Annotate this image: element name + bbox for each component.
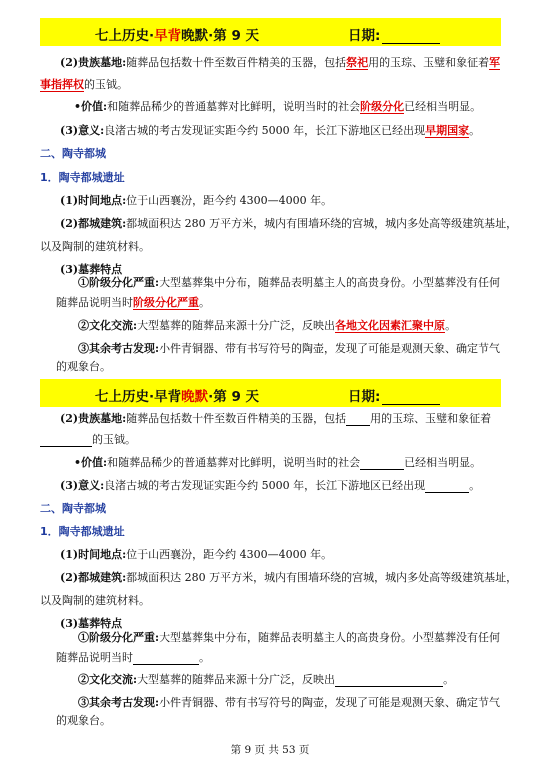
text: 。 [199, 651, 210, 664]
bottom-line-6 [60, 571, 517, 585]
bottom-line-12 [78, 696, 500, 710]
text: 随葬品说明当时 [56, 296, 133, 309]
answer-key: 早期国家 [425, 124, 470, 137]
text: 随葬品包括数十件至数百件精美的玉器，包括 [126, 56, 347, 69]
top-line-1 [60, 56, 500, 70]
text: 。 [199, 296, 210, 309]
text: 大型墓葬集中分布，随葬品表明墓主人的高贵身份。小型墓葬没有任何 [159, 631, 501, 644]
label: ①阶级分化严重: [78, 631, 160, 644]
bottom-line-9 [78, 631, 500, 645]
bottom-line-13: 的观象台。 [56, 714, 111, 727]
page-number-footer: 第 9 页 共 53 页 [230, 744, 310, 756]
fill-blank[interactable] [335, 674, 443, 687]
banner-title-suffix: ·第 9 天 [208, 389, 260, 405]
label: ②文化交流: [78, 319, 138, 332]
answer-key: 军 [489, 56, 501, 69]
banner-title-highlight: 晚默 [181, 389, 209, 405]
text: 小件青铜器、带有书写符号的陶壶，发现了可能是观测天象、确定节气 [159, 696, 501, 709]
text: 良渚古城的考古发现证实距今约 5000 年，长江下游地区已经出现 [104, 124, 426, 137]
bottom-line-1 [60, 412, 491, 426]
banner-title [95, 385, 259, 405]
label: •价值: [74, 100, 108, 113]
text: 小件青铜器、带有书写符号的陶壶，发现了可能是观测天象、确定节气 [159, 342, 501, 355]
text: 都城面积达 280 万平方米，城内有围墙环绕的宫城，城内多处高等级建筑基址， [126, 217, 518, 230]
text: 已经相当明显。 [404, 456, 482, 469]
answer-key: 祭祀 [346, 56, 369, 69]
label: (2)贵族墓地: [60, 56, 127, 69]
text: 随葬品说明当时 [56, 651, 133, 664]
date-label: 日期: [348, 389, 381, 405]
text: 和随葬品稀少的普通墓葬对比鲜明，说明当时的社会 [107, 456, 361, 469]
fill-blank[interactable] [425, 480, 469, 493]
top-line-10 [56, 296, 210, 310]
top-banner [40, 18, 501, 46]
text: 良渚古城的考古发现证实距今约 5000 年，长江下游地区已经出现 [104, 479, 426, 492]
answer-key: 各地文化因素汇聚中原 [335, 319, 446, 332]
top-line-4 [60, 124, 480, 138]
top-line-2 [40, 78, 128, 92]
date-label: 日期: [348, 28, 381, 44]
text: 。 [445, 319, 457, 332]
banner-date [348, 385, 440, 405]
text: 都城面积达 280 万平方米，城内有围墙环绕的宫城，城内多处高等级建筑基址， [126, 571, 518, 584]
bottom-line-8: (3)墓葬特点 [60, 617, 123, 630]
bottom-line-11 [78, 673, 454, 687]
bottom-line-7: 以及陶制的建筑材料。 [40, 594, 150, 607]
label: ③其余考古发现: [78, 696, 160, 709]
label: (3)意义: [60, 479, 105, 492]
label: (1)时间地点: [60, 548, 127, 561]
top-line-12 [78, 342, 500, 356]
label: ③其余考古发现: [78, 342, 160, 355]
label: ②文化交流: [78, 673, 138, 686]
section-heading: 二、陶寺都城 [40, 147, 106, 160]
text: 。 [443, 673, 455, 686]
answer-key: 事指挥权 [40, 78, 84, 91]
bottom-line-10 [56, 651, 210, 665]
label: (2)都城建筑: [60, 217, 127, 230]
text: 大型墓葬集中分布，随葬品表明墓主人的高贵身份。小型墓葬没有任何 [159, 276, 501, 289]
date-blank[interactable] [382, 391, 440, 405]
text: 用的玉琮、玉璧和象征着 [370, 412, 492, 425]
bottom-line-5 [60, 548, 332, 562]
top-line-8: (3)墓葬特点 [60, 263, 123, 276]
top-line-11 [78, 319, 456, 333]
text: 大型墓葬的随葬品来源十分广泛，反映出 [137, 319, 336, 332]
fill-blank[interactable] [346, 413, 370, 426]
date-blank[interactable] [382, 30, 440, 44]
bottom-line-4 [60, 479, 480, 493]
banner-title-highlight: 早背 [154, 28, 182, 44]
text: 已经相当明显。 [404, 100, 482, 113]
banner-title-prefix: 七上历史·早背 [95, 389, 182, 405]
section-heading: 二、陶寺都城 [40, 502, 106, 515]
banner-title [95, 24, 259, 44]
banner-title-prefix: 七上历史· [95, 28, 155, 44]
text: 位于山西襄汾，距今约 4300—4000 年。 [126, 548, 333, 561]
bottom-line-2 [40, 433, 136, 447]
fill-blank[interactable] [133, 652, 199, 665]
subsection-heading: 1．陶寺都城遗址 [40, 171, 125, 184]
top-line-13: 的观象台。 [56, 360, 111, 373]
text: 大型墓葬的随葬品来源十分广泛，反映出 [137, 673, 336, 686]
top-line-3 [74, 100, 481, 114]
label: •价值: [74, 456, 108, 469]
text: 。 [469, 124, 481, 137]
label: (1)时间地点: [60, 194, 127, 207]
answer-key: 阶级分化 [360, 100, 405, 113]
top-line-7: 以及陶制的建筑材料。 [40, 240, 150, 253]
fill-blank[interactable] [40, 434, 92, 447]
banner-title-suffix: 晚默·第 9 天 [181, 28, 260, 44]
text: 用的玉琮、玉璧和象征着 [368, 56, 490, 69]
top-line-9 [78, 276, 500, 290]
text: 位于山西襄汾，距今约 4300—4000 年。 [126, 194, 333, 207]
text: 和随葬品稀少的普通墓葬对比鲜明，说明当时的社会 [107, 100, 361, 113]
text: 随葬品包括数十件至数百件精美的玉器，包括 [126, 412, 347, 425]
bottom-line-3 [74, 456, 481, 470]
text: 的玉钺。 [92, 433, 136, 446]
label: (2)贵族墓地: [60, 412, 127, 425]
answer-key: 阶级分化严重 [133, 296, 199, 309]
text: 的玉钺。 [84, 78, 128, 91]
bottom-banner [40, 379, 501, 407]
text: 。 [469, 479, 481, 492]
label: ①阶级分化严重: [78, 276, 160, 289]
subsection-heading: 1．陶寺都城遗址 [40, 525, 125, 538]
label: (3)意义: [60, 124, 105, 137]
top-line-6 [60, 217, 517, 231]
fill-blank[interactable] [360, 457, 404, 470]
top-line-5 [60, 194, 332, 208]
label: (2)都城建筑: [60, 571, 127, 584]
banner-date [348, 24, 440, 44]
